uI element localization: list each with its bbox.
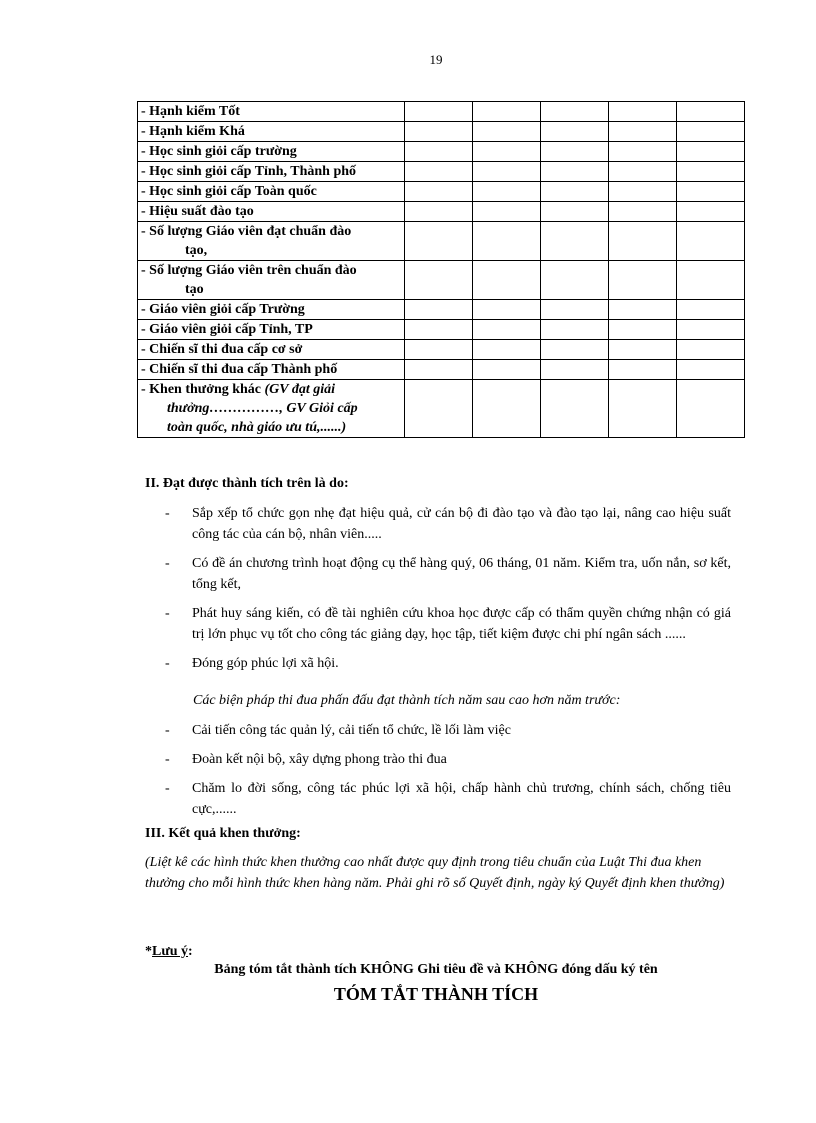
bullet-item — [165, 653, 731, 674]
bullet-text: Đóng góp phúc lợi xã hội. — [192, 656, 339, 671]
table-cell — [473, 182, 541, 202]
table-cell — [541, 380, 609, 438]
bullet-dash: - — [165, 752, 170, 767]
improvement-bullet-list — [165, 720, 731, 828]
table-row — [138, 102, 745, 122]
note-star: * — [145, 944, 152, 959]
achievements-table — [137, 101, 745, 438]
table-cell — [405, 300, 473, 320]
table-cell — [677, 340, 745, 360]
row-label-text: - Giáo viên giỏi cấp Trường — [141, 302, 305, 317]
table-row — [138, 142, 745, 162]
row-label-text: - Hiệu suất đào tạo — [141, 204, 254, 219]
table-row-label — [138, 102, 405, 122]
row-label-text: - Học sinh giỏi cấp Tỉnh, Thành phố — [141, 164, 357, 179]
table-row-label — [138, 142, 405, 162]
table-cell — [405, 102, 473, 122]
note-label-text: Lưu ý — [152, 944, 189, 959]
row-label-continuation: tạo — [185, 282, 204, 297]
table-cell — [609, 122, 677, 142]
section-2-heading: II. Đạt được thành tích trên là do: — [145, 476, 349, 491]
row-label-text: - Hạnh kiểm Khá — [141, 124, 245, 139]
table-cell — [541, 320, 609, 340]
table-row — [138, 222, 745, 261]
note-colon: : — [188, 944, 193, 959]
table-cell — [405, 162, 473, 182]
table-cell — [473, 222, 541, 261]
table-cell — [609, 222, 677, 261]
bullet-item — [165, 778, 731, 820]
table-cell — [677, 202, 745, 222]
row-label-text: - Chiến sĩ thi đua cấp cơ sở — [141, 342, 303, 357]
bullet-item — [165, 603, 731, 645]
table-cell — [541, 340, 609, 360]
table-cell — [541, 360, 609, 380]
table-cell — [609, 102, 677, 122]
table-cell — [473, 102, 541, 122]
table-cell — [405, 380, 473, 438]
table-cell — [677, 142, 745, 162]
bullet-dash: - — [165, 606, 170, 621]
row-label-text: - Học sinh giỏi cấp Toàn quốc — [141, 184, 317, 199]
table-cell — [677, 122, 745, 142]
bullet-text: Sắp xếp tổ chức gọn nhẹ đạt hiệu quả, cử cán bộ đi đào tạo và đào tạo lại, nâng cao hiệu suất công tác của cán bộ, nhân viên..... — [192, 506, 731, 542]
row-label-text: - Học sinh giỏi cấp trường — [141, 144, 297, 159]
table-row — [138, 122, 745, 142]
table-cell — [405, 122, 473, 142]
bullet-item — [165, 749, 731, 770]
table-cell — [677, 380, 745, 438]
table-cell — [473, 300, 541, 320]
table-row — [138, 380, 745, 438]
row-label-text: - Giáo viên giỏi cấp Tỉnh, TP — [141, 322, 313, 337]
bullet-text: Đoàn kết nội bộ, xây dựng phong trào thi đua — [192, 752, 447, 767]
table-row — [138, 182, 745, 202]
table-row-label — [138, 202, 405, 222]
table-cell — [541, 182, 609, 202]
table-cell — [405, 261, 473, 300]
bullet-dash: - — [165, 723, 170, 738]
bullet-item — [165, 553, 731, 595]
table-cell — [405, 182, 473, 202]
table-row-label — [138, 340, 405, 360]
row-label-text: - Hạnh kiểm Tốt — [141, 104, 240, 119]
table-row-label — [138, 261, 405, 300]
note-line: Bảng tóm tắt thành tích KHÔNG Ghi tiêu đề và KHÔNG đóng dấu ký tên — [214, 962, 658, 977]
table-cell — [405, 320, 473, 340]
table-cell — [541, 222, 609, 261]
row-label-italic: thưởng……………, GV Giỏi cấp — [167, 401, 358, 416]
row-label-text: - Chiến sĩ thi đua cấp Thành phố — [141, 362, 338, 377]
row-label-text: - Khen thưởng khác — [141, 382, 265, 397]
bullet-dash: - — [165, 656, 170, 671]
table-cell — [405, 360, 473, 380]
table-row-label — [138, 162, 405, 182]
table-row — [138, 340, 745, 360]
table-cell — [677, 261, 745, 300]
table-cell — [609, 142, 677, 162]
table-cell — [677, 360, 745, 380]
section-3-note: (Liệt kê các hình thức khen thưởng cao nhất được quy định trong tiêu chuẩn của Luật Thi đua khen thưởng cho mỗi hình thức khen hàng năm. Phải ghi rõ số Quyết định, ngày ký Quyết định khen thưởng) — [145, 855, 725, 891]
bullet-dash: - — [165, 556, 170, 571]
bullet-text: Chăm lo đời sống, công tác phúc lợi xã hội, chấp hành chủ trương, chính sách, chống tiêu cực,...... — [192, 781, 731, 817]
note-label — [145, 944, 193, 960]
bullet-item — [165, 503, 731, 545]
row-label-text: - Số lượng Giáo viên trên chuẩn đào — [141, 263, 357, 278]
table-row — [138, 320, 745, 340]
page-number: 19 — [429, 52, 443, 67]
section-2-bullet-list — [165, 503, 731, 682]
table-cell — [677, 102, 745, 122]
table-row-label — [138, 182, 405, 202]
table-row-label — [138, 222, 405, 261]
table-cell — [677, 300, 745, 320]
row-label-italic: (GV đạt giải — [264, 382, 336, 397]
table-cell — [677, 182, 745, 202]
table-cell — [609, 320, 677, 340]
table-cell — [677, 222, 745, 261]
table-cell — [541, 142, 609, 162]
table-cell — [405, 202, 473, 222]
improvement-measures-heading: Các biện pháp thi đua phấn đấu đạt thành tích năm sau cao hơn năm trước: — [193, 693, 621, 708]
table-cell — [609, 202, 677, 222]
table-cell — [541, 202, 609, 222]
table-row-label — [138, 300, 405, 320]
bullet-dash: - — [165, 506, 170, 521]
table-cell — [609, 182, 677, 202]
table-cell — [405, 340, 473, 360]
table-row — [138, 261, 745, 300]
table-cell — [473, 320, 541, 340]
table-cell — [473, 202, 541, 222]
bullet-text: Cải tiến công tác quản lý, cải tiến tổ chức, lề lối làm việc — [192, 723, 511, 738]
table-cell — [405, 222, 473, 261]
table-row — [138, 162, 745, 182]
table-cell — [541, 300, 609, 320]
table-row — [138, 202, 745, 222]
table-row-label — [138, 360, 405, 380]
table-cell — [609, 360, 677, 380]
table-cell — [541, 261, 609, 300]
table-cell — [609, 380, 677, 438]
bullet-item — [165, 720, 731, 741]
table-cell — [541, 122, 609, 142]
table-cell — [473, 261, 541, 300]
summary-title: TÓM TẮT THÀNH TÍCH — [333, 984, 539, 1004]
table-cell — [473, 360, 541, 380]
table-cell — [609, 162, 677, 182]
table-cell — [473, 122, 541, 142]
table-cell — [677, 162, 745, 182]
table-cell — [405, 142, 473, 162]
bullet-dash: - — [165, 781, 170, 796]
bullet-text: Phát huy sáng kiến, có đề tài nghiên cứu khoa học được cấp có thẩm quyền chứng nhận có giá trị lớn phục vụ tốt cho công tác giảng dạy, học tập, tiết kiệm được chi phí ngân sách ...... — [192, 606, 731, 642]
row-label-text: - Số lượng Giáo viên đạt chuẩn đào — [141, 224, 352, 239]
table-row-label — [138, 380, 405, 438]
table-cell — [609, 261, 677, 300]
table-cell — [677, 320, 745, 340]
table-cell — [473, 142, 541, 162]
table-cell — [609, 300, 677, 320]
table-cell — [473, 380, 541, 438]
table-row-label — [138, 122, 405, 142]
row-label-italic: toàn quốc, nhà giáo ưu tú,......) — [167, 420, 347, 435]
table-row — [138, 300, 745, 320]
row-label-continuation: tạo, — [185, 243, 208, 258]
table-cell — [541, 162, 609, 182]
section-3-heading: III. Kết quả khen thưởng: — [145, 826, 301, 841]
table-cell — [473, 162, 541, 182]
bullet-text: Có đề án chương trình hoạt động cụ thể hàng quý, 06 tháng, 01 năm. Kiểm tra, uốn nắn, sơ kết, tổng kết, — [192, 556, 731, 592]
table-row — [138, 360, 745, 380]
table-cell — [609, 340, 677, 360]
table-cell — [473, 340, 541, 360]
table-row-label — [138, 320, 405, 340]
table-cell — [541, 102, 609, 122]
